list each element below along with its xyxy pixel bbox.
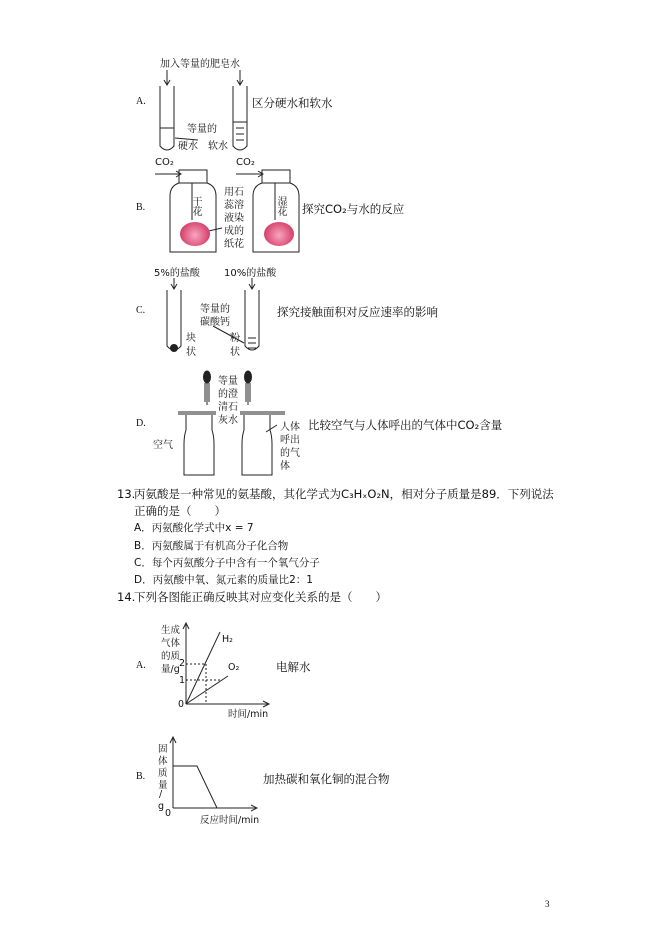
q13-number: 13. xyxy=(117,487,136,501)
option-b-left-label: 干花 xyxy=(190,196,201,216)
graph-a-ylabel-1: 生成 xyxy=(161,625,181,636)
option-d-center-label-4: 灰水 xyxy=(218,415,238,426)
graph-b-xlabel: 反应时间/min xyxy=(200,815,260,826)
q13-option-a: A．丙氨酸化学式中x = 7 xyxy=(134,522,254,534)
q13-stem-line1: 丙氨酸是一种常见的氨基酸，其化学式为C₃HₓO₂N，相对分子质量是89．下列说法 xyxy=(134,487,554,501)
option-b-letter: B. xyxy=(136,202,146,213)
graph-b-ylabel-1: 固 xyxy=(158,744,168,755)
option-b-co2-left: CO₂ xyxy=(155,157,174,168)
option-d-center-label-1: 等量 xyxy=(218,376,238,387)
option-d-letter: D. xyxy=(136,418,146,429)
graph-b-ylabel-2: 体 xyxy=(158,756,168,767)
option-b-middle-label-2: 蕊溶 xyxy=(224,200,244,211)
q13-option-d: D．丙氨酸中氧、氮元素的质量比2：1 xyxy=(134,574,313,586)
option-c-left-bottom-2: 状 xyxy=(186,347,196,358)
graph-a-ylabel-2: 气体 xyxy=(161,638,181,649)
graph-b-ylabel-5: / xyxy=(159,789,163,800)
option-b-middle-label-5: 纸花 xyxy=(224,239,244,250)
graph-a-tick-2: 2 xyxy=(179,658,186,669)
option-c-right-top: 10%的盐酸 xyxy=(224,268,277,279)
q14-stem: 下列各图能正确反映其对应变化关系的是（ ） xyxy=(134,590,387,604)
option-a-caption: 区分硬水和软水 xyxy=(252,96,333,110)
option-b-middle-label-4: 成的 xyxy=(224,226,244,237)
graph-a-caption: 电解水 xyxy=(276,660,311,674)
option-c-letter: C. xyxy=(136,305,146,316)
page-number: 3 xyxy=(545,899,550,909)
graph-b-ylabel-6: g xyxy=(158,801,165,812)
option-d-right-label-2: 呼出 xyxy=(280,435,300,446)
q13-stem-line2: 正确的是（ ） xyxy=(134,504,226,518)
option-c-center-label-2: 碳酸钙 xyxy=(200,317,230,328)
option-d-right-label-4: 体 xyxy=(280,461,290,472)
graph-a-ylabel-4: 量/g xyxy=(161,664,180,675)
graph-a-tick-1: 1 xyxy=(179,675,186,686)
option-c-center-label-1: 等量的 xyxy=(200,304,230,315)
option-a-letter: A. xyxy=(136,96,146,107)
graph-b-caption: 加热碳和氧化铜的混合物 xyxy=(263,772,390,786)
option-a-center-label-1: 等量的 xyxy=(187,124,217,135)
option-a-soft-water: 软水 xyxy=(208,141,228,152)
option-d-center-label-3: 清石 xyxy=(218,402,238,413)
option-a-top-label: 加入等量的肥皂水 xyxy=(160,59,240,70)
option-c-right-bottom-1: 粉 xyxy=(230,333,240,344)
graph-b-ylabel-4: 量 xyxy=(158,780,168,791)
option-b-co2-right: CO₂ xyxy=(236,157,255,168)
graph-a-series-o2: O₂ xyxy=(228,662,240,673)
option-d-left-label: 空气 xyxy=(153,440,173,451)
graph-a-letter: A. xyxy=(136,660,146,671)
graph-b-origin: 0 xyxy=(165,808,172,819)
graph-a-series-h2: H₂ xyxy=(222,634,233,645)
option-c-left-top: 5%的盐酸 xyxy=(154,268,200,279)
q14-number: 14. xyxy=(117,590,136,604)
graph-b-letter: B. xyxy=(136,771,146,782)
option-c-left-bottom-1: 块 xyxy=(186,333,196,344)
option-c-caption: 探究接触面积对反应速率的影响 xyxy=(277,305,438,319)
graph-a-xlabel: 时间/min xyxy=(228,709,269,720)
option-d-center-label-2: 的澄 xyxy=(218,389,238,400)
q13-option-c: C．每个丙氨酸分子中含有一个氧气分子 xyxy=(134,557,320,569)
option-d-right-label-1: 人体 xyxy=(280,422,300,433)
graph-b-ylabel-3: 质 xyxy=(158,768,168,779)
option-b-caption: 探究CO₂与水的反应 xyxy=(302,202,405,216)
option-c-right-bottom-2: 状 xyxy=(230,347,240,358)
option-b-right-label: 湿花 xyxy=(275,196,286,216)
q13-option-b: B．丙氨酸属于有机高分子化合物 xyxy=(134,540,289,552)
option-b-middle-label-1: 用石 xyxy=(224,187,244,198)
graph-a-origin: 0 xyxy=(178,699,185,710)
option-d-caption: 比较空气与人体呼出的气体中CO₂含量 xyxy=(308,418,503,432)
graph-a-ylabel-3: 的质 xyxy=(161,651,181,662)
option-d-right-label-3: 的气 xyxy=(280,448,300,459)
option-a-hard-water: 硬水 xyxy=(178,141,198,152)
option-b-middle-label-3: 液染 xyxy=(224,213,244,224)
